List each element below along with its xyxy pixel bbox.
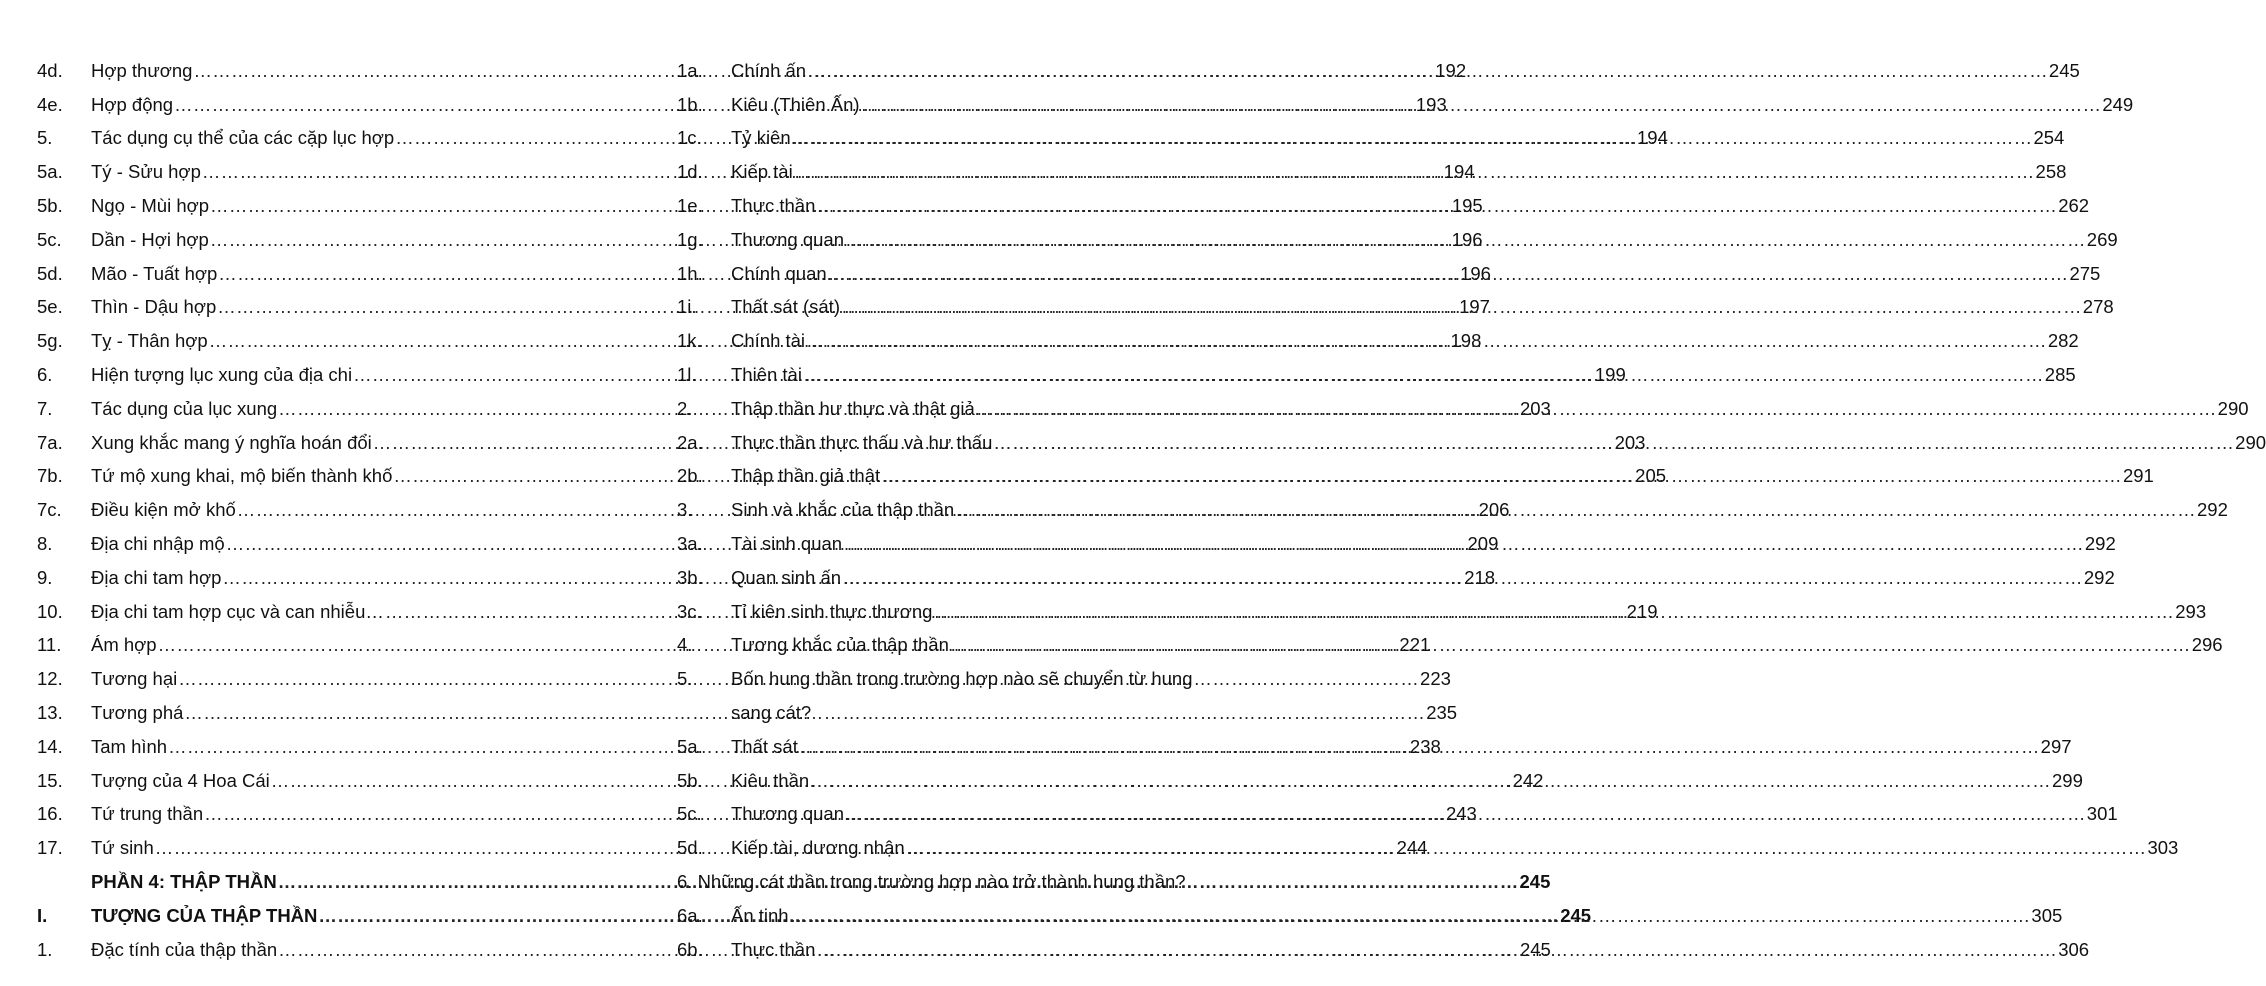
toc-entry-title: Tứ mộ xung khai, mộ biến thành khố bbox=[91, 465, 393, 487]
toc-entry-title: Tứ trung thần bbox=[91, 803, 204, 825]
toc-entry-page-number: 245 bbox=[1560, 904, 1592, 926]
dot-leader bbox=[976, 398, 2217, 420]
toc-entry-number: 2a. bbox=[677, 431, 703, 453]
toc-entry-title: Tác dụng cụ thể của các cặp lục hợp bbox=[91, 127, 395, 149]
toc-entry-title: Địa chi tam hợp bbox=[91, 566, 222, 588]
toc-entry-page-number: 262 bbox=[2058, 195, 2090, 217]
toc-entry-title: Bốn hung thần trong trường hợp nào sẽ chuyển từ hung bbox=[731, 668, 1193, 690]
toc-entry-number: 1b. bbox=[677, 93, 703, 115]
toc-entry-number: 7. bbox=[37, 397, 53, 419]
toc-entry-number: 1e. bbox=[677, 195, 703, 217]
toc-entry-number: 5. bbox=[677, 668, 693, 690]
toc-entry-page-number: 306 bbox=[2058, 938, 2090, 960]
toc-entry-number: 13. bbox=[37, 702, 63, 724]
toc-entry-page-number: 244 bbox=[1396, 837, 1428, 859]
toc-entry-title: Tứ sinh bbox=[91, 837, 154, 859]
toc-entry-number: 5e. bbox=[37, 296, 63, 318]
toc-entry-number: 1d. bbox=[677, 161, 703, 183]
toc-entry-number: 6. bbox=[37, 364, 53, 386]
toc-entry-page-number: 301 bbox=[2086, 803, 2118, 825]
toc-entry-number: 1i. bbox=[677, 296, 697, 318]
toc-entry-page-number: 221 bbox=[1399, 634, 1431, 656]
toc-entry-page-number: 245 bbox=[1519, 871, 1551, 893]
toc-entry-title: Đặc tính của thập thần bbox=[91, 938, 278, 960]
toc-entry bbox=[677, 865, 1217, 899]
dot-leader bbox=[828, 263, 2069, 285]
toc-entry-page-number: 192 bbox=[1435, 59, 1467, 81]
toc-entry-page-number: 254 bbox=[2033, 127, 2065, 149]
toc-entry-title: Địa chi nhập mộ bbox=[91, 533, 225, 555]
toc-entry-number: 6b. bbox=[677, 938, 703, 960]
toc-entry-page-number: 203 bbox=[1519, 397, 1551, 419]
toc-entry-page-number: 269 bbox=[2086, 228, 2118, 250]
dot-leader bbox=[794, 161, 2035, 183]
toc-entry-page-number: 199 bbox=[1594, 364, 1626, 386]
toc-entry-number: 5c. bbox=[677, 803, 702, 825]
toc-entry-title: Địa chi tam hợp cục và can nhiễu… bbox=[91, 600, 384, 622]
dot-leader bbox=[792, 127, 2033, 149]
toc-entry-title: Chính tài bbox=[731, 330, 806, 352]
toc-entry-title: Tài sinh quan bbox=[731, 533, 843, 555]
dot-leader bbox=[950, 634, 2191, 656]
toc-entry-number: 8. bbox=[37, 533, 53, 555]
toc-entry-title: Tương hại bbox=[91, 668, 178, 690]
toc-entry-number: 3. bbox=[677, 499, 693, 521]
toc-entry-page-number: 292 bbox=[2083, 566, 2115, 588]
toc-entry-title: Sinh và khắc của thập thần bbox=[731, 499, 955, 521]
dot-leader bbox=[810, 770, 2051, 792]
toc-entry-number: 10. bbox=[37, 600, 63, 622]
toc-entry bbox=[677, 662, 1217, 696]
toc-entry-page-number: 218 bbox=[1464, 566, 1496, 588]
toc-entry-number: 11. bbox=[37, 634, 62, 656]
toc-entry-title: 6. Những cát thần trong trường hợp nào trở thành hung thần? bbox=[677, 871, 1186, 893]
toc-entry-title: Kiếp tài, dương nhận bbox=[731, 837, 905, 859]
toc-entry-page-number: 243 bbox=[1445, 803, 1477, 825]
dot-leader bbox=[816, 939, 2057, 961]
toc-entry-number: 1h. bbox=[677, 262, 703, 284]
toc-entry-page-number: 193 bbox=[1415, 93, 1447, 115]
toc-entry-page-number: 235 bbox=[1426, 702, 1458, 724]
toc-entry-title: Thiên tài bbox=[731, 364, 802, 386]
toc-entry-page-number: 282 bbox=[2047, 330, 2079, 352]
toc-entry-number: 5a. bbox=[677, 735, 703, 757]
toc-entry-title: Thực thần bbox=[731, 195, 816, 217]
toc-entry-number: 2. bbox=[677, 397, 693, 419]
toc-entry-title: Thực thần thực thấu và hư thấu bbox=[731, 431, 993, 453]
toc-entry-page-number: 258 bbox=[2035, 161, 2067, 183]
toc-entry-number: 5b. bbox=[677, 769, 703, 791]
dot-leader bbox=[955, 499, 2196, 521]
toc-entry-title: Ám hợp bbox=[91, 634, 157, 656]
toc-entry-page-number: 249 bbox=[2102, 93, 2134, 115]
toc-entry-number: 5d. bbox=[677, 837, 703, 859]
toc-entry-page-number: 245 bbox=[1519, 938, 1551, 960]
toc-entry bbox=[677, 696, 1217, 730]
toc-entry-page-number: 223 bbox=[1420, 668, 1451, 690]
toc-entry-number: 3a. bbox=[677, 533, 703, 555]
toc-entry-title: Thập thần hư thực và thật giả bbox=[731, 397, 975, 419]
toc-entry-page-number: 196 bbox=[1460, 262, 1491, 284]
toc-entry-title: Thất sát bbox=[731, 735, 798, 757]
toc-entry-title: TƯỢNG CỦA THẬP THẦN bbox=[91, 904, 318, 926]
toc-entry-page-number: 238 bbox=[1409, 735, 1441, 757]
toc-entry-number: I. bbox=[37, 904, 48, 926]
toc-entry-page-number: 292 bbox=[2197, 499, 2228, 521]
toc-entry-page-number: 290 bbox=[2235, 431, 2266, 453]
toc-entry-title: Ấn tinh bbox=[731, 904, 789, 926]
toc-entry-title: PHẦN 4: THẬP THẦN bbox=[91, 871, 277, 893]
toc-entry-number: 1k. bbox=[677, 330, 702, 352]
dot-leader bbox=[803, 364, 2044, 386]
toc-entry-number: 9. bbox=[37, 566, 53, 588]
dot-leader bbox=[790, 905, 2031, 927]
toc-entry-page-number: 297 bbox=[2040, 735, 2072, 757]
toc-entry-page-number: 285 bbox=[2044, 364, 2076, 386]
toc-entry-page-number: 275 bbox=[2069, 262, 2101, 284]
dot-leader bbox=[799, 736, 2040, 758]
toc-entry-title: Tam hình bbox=[91, 735, 168, 757]
toc-entry-number: 7c. bbox=[37, 499, 62, 521]
toc-entry-title: Tương phá bbox=[91, 702, 184, 724]
toc-entry-title: Kiêu (Thiên Ấn) bbox=[731, 93, 860, 115]
toc-entry-number: 6a. bbox=[677, 904, 703, 926]
toc-entry-title: Ngọ - Mùi hợp bbox=[91, 195, 210, 217]
toc-entry-title: Tỵ - Thân hợp bbox=[91, 330, 208, 352]
toc-entry-number: 4. bbox=[677, 634, 693, 656]
toc-entry-page-number: 196 bbox=[1451, 228, 1483, 250]
toc-entry-page-number: 245 bbox=[2048, 59, 2080, 81]
dot-leader bbox=[841, 296, 2082, 318]
toc-entry-page-number: 291 bbox=[2122, 465, 2154, 487]
toc-entry-number: 5c. bbox=[37, 228, 62, 250]
toc-entry-number: 5d. bbox=[37, 262, 63, 284]
toc-entry-title: Hợp động bbox=[91, 93, 174, 115]
toc-entry-number: 5. bbox=[37, 127, 53, 149]
toc-entry-number: 3c. bbox=[677, 600, 702, 622]
toc-entry-number: 5b. bbox=[37, 195, 63, 217]
dot-leader bbox=[816, 195, 2057, 217]
toc-entry-number: 5a. bbox=[37, 161, 63, 183]
toc-entry-title: Mão - Tuất hợp bbox=[91, 262, 218, 284]
toc-entry-title: Chính quan bbox=[731, 262, 827, 284]
dot-leader bbox=[845, 229, 2086, 251]
toc-entry-page-number: 195 bbox=[1451, 195, 1483, 217]
toc-entry-page-number: 194 bbox=[1637, 127, 1668, 149]
toc-entry-number: 14. bbox=[37, 735, 63, 757]
toc-entry-number: 1c. bbox=[677, 127, 702, 149]
toc-entry-title: Thương quan bbox=[731, 228, 844, 250]
toc-entry-title: Tác dụng của lục xung bbox=[91, 397, 278, 419]
toc-entry-title: Thương quan bbox=[731, 803, 844, 825]
toc-entry-title: Thìn - Dậu hợp bbox=[91, 296, 217, 318]
toc-entry-number: 4e. bbox=[37, 93, 63, 115]
toc-entry-page-number: 305 bbox=[2031, 904, 2063, 926]
dot-leader bbox=[881, 465, 2122, 487]
toc-entry-page-number: 278 bbox=[2082, 296, 2114, 318]
toc-entry-title: Dần - Hợi hợp bbox=[91, 228, 209, 250]
toc-entry-title: sang cát? bbox=[731, 702, 812, 724]
toc-entry-number: 3b. bbox=[677, 566, 703, 588]
toc-entry-title: Điều kiện mở khố bbox=[91, 499, 236, 521]
toc-entry-title: Chính ấn bbox=[731, 59, 807, 81]
toc-entry-page-number: 296 bbox=[2191, 634, 2223, 656]
toc-entry-number: 17. bbox=[37, 837, 63, 859]
toc-entry-page-number: 242 bbox=[1512, 769, 1544, 791]
dot-leader bbox=[843, 533, 2084, 555]
toc-entry-title: Thực thần bbox=[731, 938, 816, 960]
toc-entry-title: Tương khắc của thập thần bbox=[731, 634, 949, 656]
toc-entry-page-number: 219 bbox=[1626, 600, 1658, 622]
toc-entry-title: Tỷ kiên bbox=[731, 127, 791, 149]
toc-entry-title: Tỉ kiên sinh thực thương bbox=[731, 600, 933, 622]
toc-entry-number: 16. bbox=[37, 803, 63, 825]
toc-entry-number: 15. bbox=[37, 769, 63, 791]
toc-entry-number: 12. bbox=[37, 668, 63, 690]
toc-entry-page-number: 290 bbox=[2217, 397, 2249, 419]
toc-entry-number: 1. bbox=[37, 938, 53, 960]
dot-leader bbox=[806, 330, 2047, 352]
toc-entry-title: Quan sinh ấn bbox=[731, 566, 842, 588]
toc-entry-page-number: 205 bbox=[1635, 465, 1667, 487]
toc-entry-title: Xung khắc mang ý nghĩa hoán đổi bbox=[91, 431, 372, 453]
dot-leader bbox=[807, 60, 2048, 82]
dot-leader bbox=[845, 803, 2086, 825]
dot-leader bbox=[861, 94, 2102, 116]
dot-leader bbox=[906, 837, 2147, 859]
toc-entry-number: 1l. bbox=[677, 364, 697, 386]
toc-entry-page-number: 209 bbox=[1467, 533, 1499, 555]
toc-entry-title: Thập thần giả thật bbox=[731, 465, 881, 487]
toc-entry-page-number: 194 bbox=[1443, 161, 1475, 183]
toc-entry-number: 7a. bbox=[37, 431, 63, 453]
toc-entry-page-number: 198 bbox=[1450, 330, 1482, 352]
toc-entry-page-number: 197 bbox=[1459, 296, 1490, 318]
toc-entry-title: Hiện tượng lục xung của địa chi bbox=[91, 364, 353, 386]
toc-entry-page-number: 293 bbox=[2175, 600, 2207, 622]
toc-entry-number: 5g. bbox=[37, 330, 63, 352]
toc-entry-number: 2b. bbox=[677, 465, 703, 487]
toc-entry-title: Hợp thương bbox=[91, 59, 193, 81]
dot-leader bbox=[842, 567, 2083, 589]
toc-entry-page-number: 303 bbox=[2147, 837, 2179, 859]
toc-entry-title: Kiêu thần bbox=[731, 769, 810, 791]
toc-entry-title: Tượng của 4 Hoa Cái bbox=[91, 769, 270, 791]
dot-leader bbox=[993, 432, 2234, 454]
toc-entry-title: Tý - Sửu hợp bbox=[91, 161, 201, 183]
toc-entry-page-number: 292 bbox=[2084, 533, 2116, 555]
toc-entry-title: Thất sát (sát) bbox=[731, 296, 840, 318]
toc-entry-page-number: 203 bbox=[1614, 431, 1646, 453]
toc-entry-title: Kiếp tài bbox=[731, 161, 793, 183]
toc-entry-page-number: 206 bbox=[1478, 499, 1510, 521]
toc-entry-number: 4d. bbox=[37, 59, 63, 81]
toc-entry-page-number: 299 bbox=[2052, 769, 2083, 791]
dot-leader bbox=[933, 601, 2174, 623]
toc-entry-number: 7b. bbox=[37, 465, 63, 487]
toc-entry-number: 1g. bbox=[677, 228, 703, 250]
toc-entry-number: 1a. bbox=[677, 59, 703, 81]
